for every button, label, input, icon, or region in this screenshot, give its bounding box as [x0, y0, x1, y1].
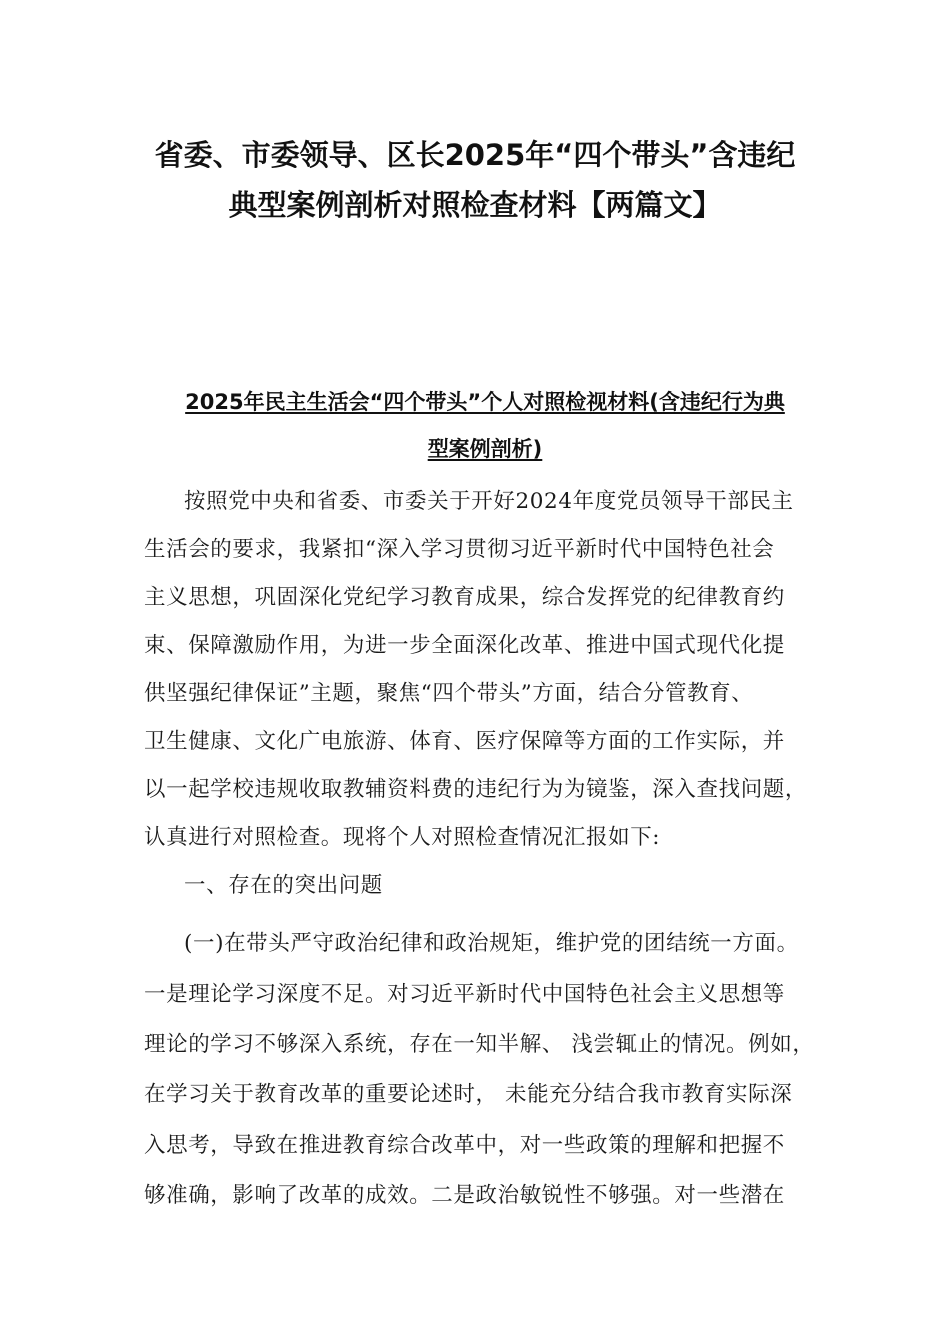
section-title-line-2: 型案例剖析) [427, 437, 543, 461]
paragraph-line: 一是理论学习深度不足。对习近平新时代中国特色社会主义思想等 [144, 982, 785, 1007]
paragraph-line: 以一起学校违规收取教辅资料费的违纪行为为镜鉴，深入查找问题， [144, 777, 808, 802]
paragraph-line: 供坚强纪律保证”主题，聚焦“四个带头”方面，结合分管教育、 [144, 681, 754, 706]
section-heading: 一、存在的突出问题 [184, 873, 383, 898]
paragraph-line: 入思考，导致在推进教育综合改革中，对一些政策的理解和把握不 [144, 1133, 785, 1158]
section-title-line-1: 2025年民主生活会“四个带头”个人对照检视材料(含违纪行为典 [185, 390, 785, 414]
paragraph-line: 按照党中央和省委、市委关于开好2024年度党员领导干部民主 [184, 489, 794, 514]
paragraph-line: 在学习关于教育改革的重要论述时， 未能充分结合我市教育实际深 [144, 1082, 793, 1107]
paragraph-line: 卫生健康、文化广电旅游、体育、医疗保障等方面的工作实际，并 [144, 729, 785, 754]
paragraph-line: 够准确，影响了改革的成效。二是政治敏锐性不够强。对一些潜在 [144, 1183, 785, 1208]
paragraph-line: 主义思想，巩固深化党纪学习教育成果，综合发挥党的纪律教育约 [144, 585, 785, 610]
subsection-heading: (一)在带头严守政治纪律和政治规矩，维护党的团结统一方面。 [184, 931, 799, 956]
paragraph-line: 认真进行对照检查。现将个人对照检查情况汇报如下: [144, 825, 661, 850]
document-title-line-2: 典型案例剖析对照检查材料【两篇文】 [228, 188, 722, 222]
document-title-line-1: 省委、市委领导、区长2025年“四个带头”含违纪 [154, 138, 796, 172]
paragraph-line: 束、保障激励作用，为进一步全面深化改革、推进中国式现代化提 [144, 633, 785, 658]
paragraph-line: 生活会的要求，我紧扣“深入学习贯彻习近平新时代中国特色社会 [144, 537, 775, 562]
paragraph-line: 理论的学习不够深入系统，存在一知半解、 浅尝辄止的情况。例如， [144, 1032, 815, 1057]
